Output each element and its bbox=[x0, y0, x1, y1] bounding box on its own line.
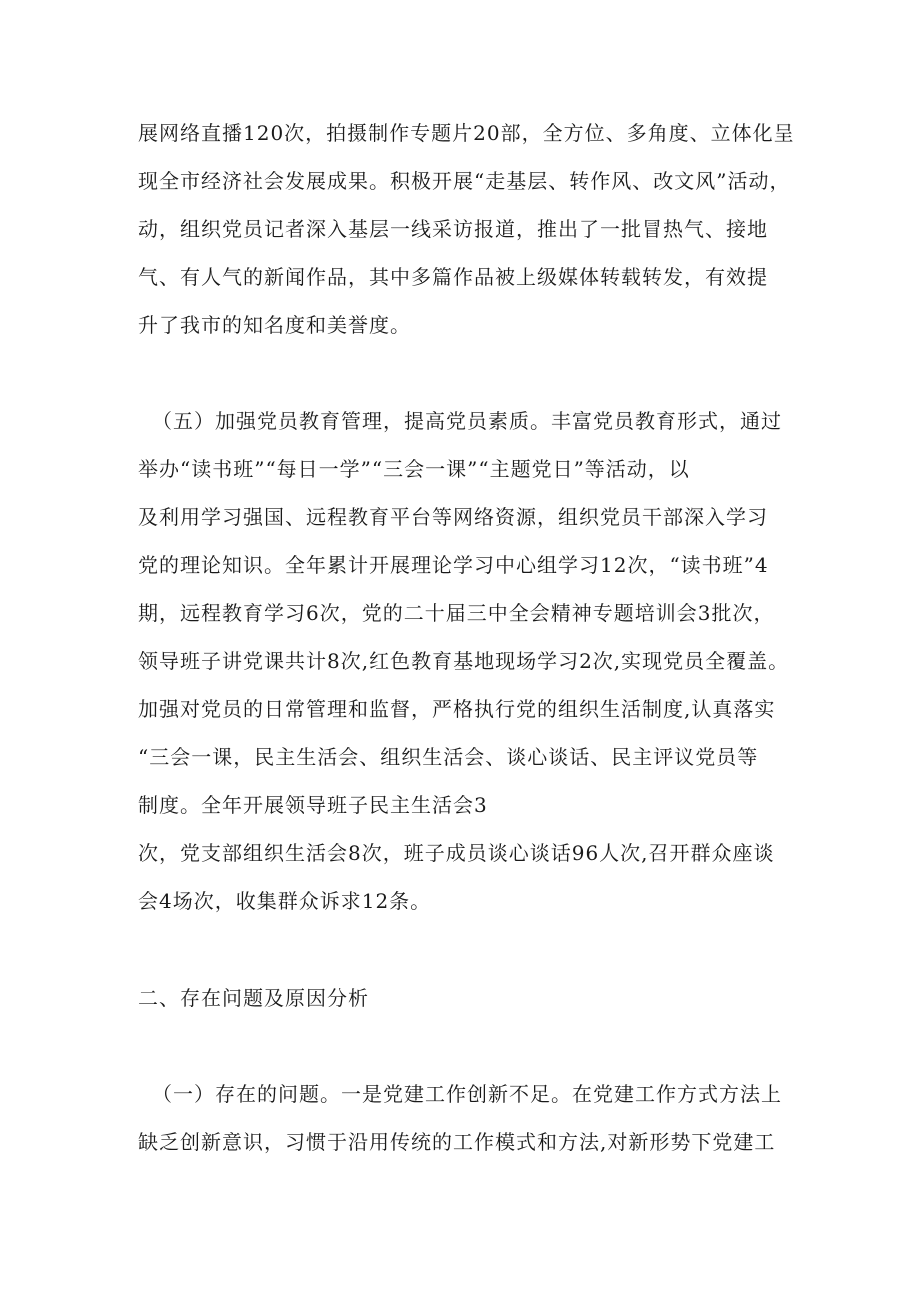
paragraph-line: 及利用学习强国、远程教育平台等网络资源，组织党员干部深入学习 bbox=[138, 505, 768, 529]
paragraph-line: （五）加强党员教育管理，提高党员素质。丰富党员教育形式，通过 bbox=[152, 409, 782, 433]
paragraph-line: 党的理论知识。全年累计开展理论学习中心组学习12次，“读书班”4 bbox=[138, 553, 769, 577]
paragraph-line: 动，组织党员记者深入基层一线采访报道，推出了一批冒热气、接地 bbox=[138, 217, 768, 241]
paragraph-line: “三会一课，民主生活会、组织生活会、谈心谈话、民主评议党员等 bbox=[138, 745, 759, 769]
paragraph-line: 次，党支部组织生活会8次，班子成员谈心谈话96人次,召开群众座谈 bbox=[138, 841, 775, 865]
paragraph-line: 展网络直播120次，拍摄制作专题片20部，全方位、多角度、立体化呈 bbox=[138, 121, 795, 145]
paragraph-line: 缺乏创新意识，习惯于沿用传统的工作模式和方法,对新形势下党建工 bbox=[138, 1130, 776, 1154]
paragraph-line: （一）存在的问题。一是党建工作创新不足。在党建工作方式方法上 bbox=[152, 1082, 782, 1106]
paragraph-line: 举办“读书班”“每日一学”“三会一课”“主题党日”等活动，以 bbox=[138, 457, 690, 481]
section-heading: 二、存在问题及原因分析 bbox=[138, 986, 369, 1010]
paragraph-line: 领导班子讲党课共计8次,红色教育基地现场学习2次,实现党员全覆盖。 bbox=[138, 649, 790, 673]
paragraph-line: 制度。全年开展领导班子民主生活会3 bbox=[138, 793, 488, 817]
paragraph-line: 升了我市的知名度和美誉度。 bbox=[138, 313, 411, 337]
paragraph-line: 加强对党员的日常管理和监督，严格执行党的组织生活制度,认真落实 bbox=[138, 697, 776, 721]
paragraph-line: 期，远程教育学习6次，党的二十届三中全会精神专题培训会3批次， bbox=[138, 601, 775, 625]
paragraph-line: 会4场次，收集群众诉求12条。 bbox=[138, 889, 432, 913]
paragraph-line: 气、有人气的新闻作品，其中多篇作品被上级媒体转载转发，有效提 bbox=[138, 265, 768, 289]
paragraph-line: 现全市经济社会发展成果。积极开展“走基层、转作风、改文风”活动， bbox=[138, 169, 791, 193]
